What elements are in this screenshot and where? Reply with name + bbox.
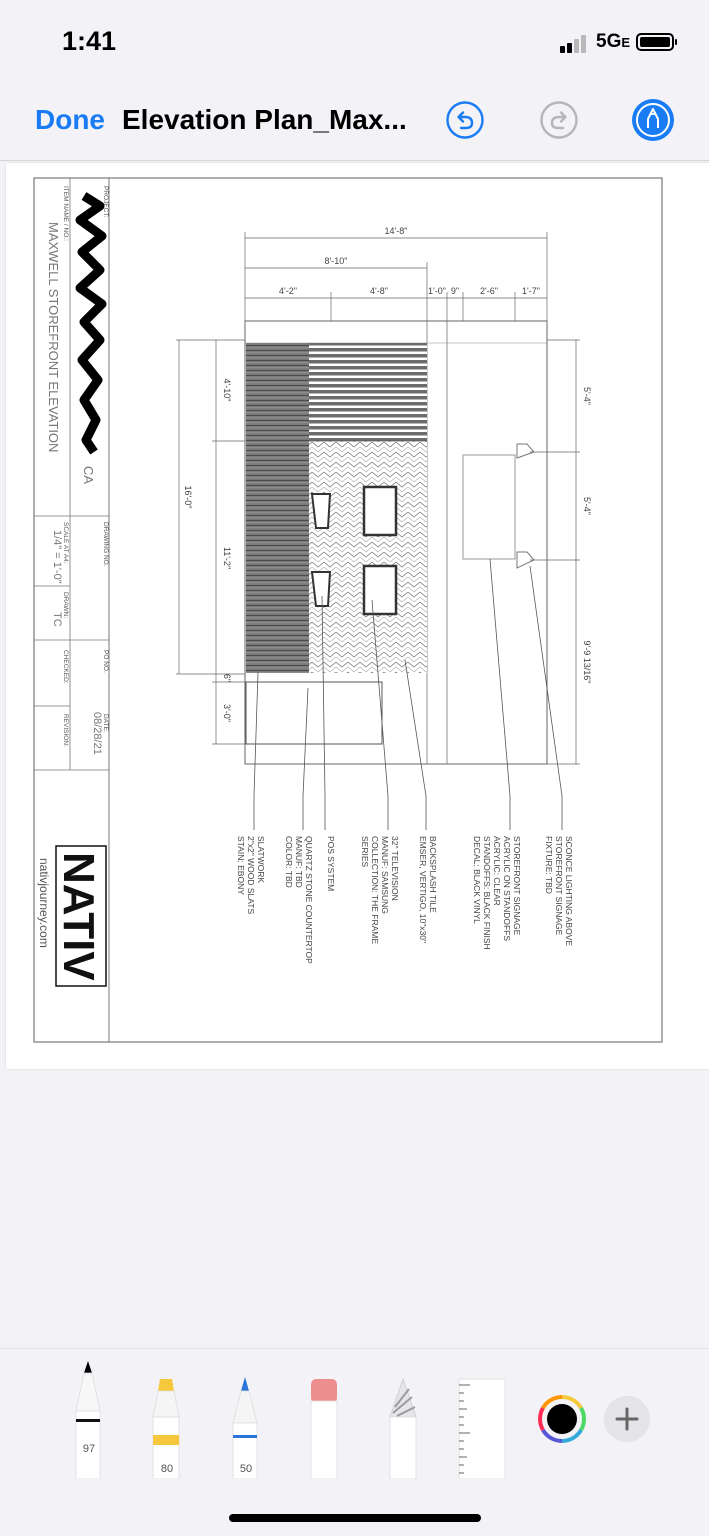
lasso-tool[interactable] [387, 1377, 419, 1484]
callout-line: COLLECTION: THE FRAME [370, 836, 380, 944]
upper-slatwork [309, 343, 427, 441]
pen-icon [72, 1359, 104, 1479]
dim-seg-a: 4'-2" [279, 286, 297, 296]
date-label: DATE: [102, 714, 109, 733]
pos-screen-lower [312, 572, 330, 606]
network-suffix: E [621, 35, 631, 50]
project-label: PROJECT: [102, 186, 109, 218]
scale-value: 1/4" = 1'-0" [51, 530, 63, 584]
dim-r-c: 9'-9 13/16" [582, 640, 592, 684]
television-upper [364, 487, 396, 535]
dim-r-b: 5'-4" [582, 497, 592, 515]
callout-line: EMSER, VERTIGO, 10"x30" [418, 836, 428, 943]
dim-seg-d: 9" [450, 286, 460, 296]
add-icon[interactable] [603, 1395, 651, 1443]
pos-screen-upper [312, 494, 330, 528]
battery-icon [636, 33, 674, 51]
callout-line: POS SYSTEM [326, 836, 336, 892]
callout-line: 32" TELEVISION [390, 836, 400, 901]
revision-label: REVISION: [62, 714, 69, 747]
redaction-scribble [80, 196, 102, 452]
callout-line: ACRYLIC ON STANDOFFS [502, 836, 512, 942]
dim-seg-e: 2'-6" [480, 286, 498, 296]
callout-line: MANUF: SAMSUNG [380, 836, 390, 914]
home-indicator[interactable] [229, 1514, 481, 1522]
sconce-upper [517, 444, 534, 458]
markup-toolbar [0, 1348, 709, 1479]
television-lower [364, 566, 396, 614]
website: nativjourney.com [37, 858, 51, 948]
checked-label: CHECKED: [62, 650, 69, 684]
callout-line: ACRYLIC: CLEAR [492, 836, 502, 906]
highlighter-tool[interactable] [150, 1377, 182, 1484]
elevation-drawing [6, 163, 709, 1069]
markup-pen-icon[interactable] [631, 98, 675, 142]
drawing-no-label: DRAWING NO. [102, 522, 109, 567]
backsplash-tile [309, 441, 427, 673]
callout-line: COLOR: TBD [284, 836, 294, 888]
ruler-icon [458, 1377, 506, 1479]
signal-icon [560, 33, 594, 53]
callout-line: SLATWORK [256, 836, 266, 884]
drawn-label: DRAWN: [62, 592, 69, 619]
callout-line: BACKSPLASH TILE [428, 836, 438, 913]
document-title: Elevation Plan_Max... [122, 104, 407, 135]
callout-line: STOREFRONT SIGNAGE [554, 836, 564, 936]
dim-r-a: 5'-4" [582, 387, 592, 405]
callout-line: STANDOFFS: BLACK FINISH [482, 836, 492, 950]
status-bar [0, 0, 709, 80]
redo-icon[interactable] [539, 100, 579, 140]
project-title: MAXWELL STOREFRONT ELEVATION [46, 222, 61, 453]
dim-seg-f: 1'-7" [522, 286, 540, 296]
dim-seg-c: 1'-0" [428, 286, 446, 296]
scale-label: SCALE AT A4: [62, 522, 69, 564]
callout-line: MANUF: TBD [294, 836, 304, 888]
callout-line: STAIN: EBONY [236, 836, 246, 895]
brand-logo: NATIV [54, 852, 103, 981]
dim-seg-b: 4'-8" [370, 286, 388, 296]
network-type: 5G [596, 31, 622, 52]
pencil-tool[interactable] [229, 1375, 261, 1484]
dim-total-height: 16'-0" [183, 485, 193, 509]
highlighter-width: 80 [160, 1463, 174, 1475]
pencil-width: 50 [239, 1463, 253, 1475]
dim-h-d: 3'-0" [222, 704, 232, 722]
dim-left-width: 8'-10" [324, 256, 348, 266]
eraser-tool[interactable] [308, 1377, 340, 1484]
dim-total-width: 14'-8" [384, 226, 408, 236]
dim-h-b: 11'-2" [222, 546, 232, 570]
callout-line: FIXTURE: TBD [544, 836, 554, 894]
navigation-bar [0, 80, 709, 161]
dim-h-c: 6" [222, 673, 232, 683]
callout-line: SCONCE LIGHTING ABOVE [564, 836, 574, 947]
callout-line: STOREFRONT SIGNAGE [512, 836, 522, 936]
network-label [596, 31, 630, 53]
eraser-icon [308, 1377, 340, 1479]
storefront-signage [463, 455, 515, 559]
slatwork-panel [246, 343, 309, 673]
pen-width: 97 [82, 1443, 96, 1455]
callout-line: 2"x2" WOOD SLATS [246, 836, 256, 915]
document-page[interactable] [6, 163, 709, 1069]
callout-line: QUARTZ STONE COUNTERTOP [304, 836, 314, 964]
undo-icon[interactable] [445, 100, 485, 140]
drawn-value: TC [51, 612, 63, 627]
ruler-tool[interactable] [458, 1377, 506, 1484]
date-value: 08/28/21 [91, 712, 103, 755]
dim-h-a: 4'-10" [222, 378, 232, 402]
done-button[interactable]: Done [35, 104, 105, 135]
callout-notes [236, 836, 574, 964]
callout-line: SERIES [360, 836, 370, 868]
item-label: ITEM NAME / NO.: [62, 186, 69, 241]
callout-line: DECAL: BLACK VINYL [472, 836, 482, 924]
status-time: 1:41 [62, 26, 117, 56]
project-location: CA [81, 466, 96, 485]
pen-tool[interactable] [72, 1359, 104, 1484]
color-picker-icon[interactable] [538, 1395, 586, 1443]
lasso-icon [387, 1377, 419, 1479]
countertop [246, 682, 382, 744]
po-label: PO NO. [102, 650, 109, 673]
